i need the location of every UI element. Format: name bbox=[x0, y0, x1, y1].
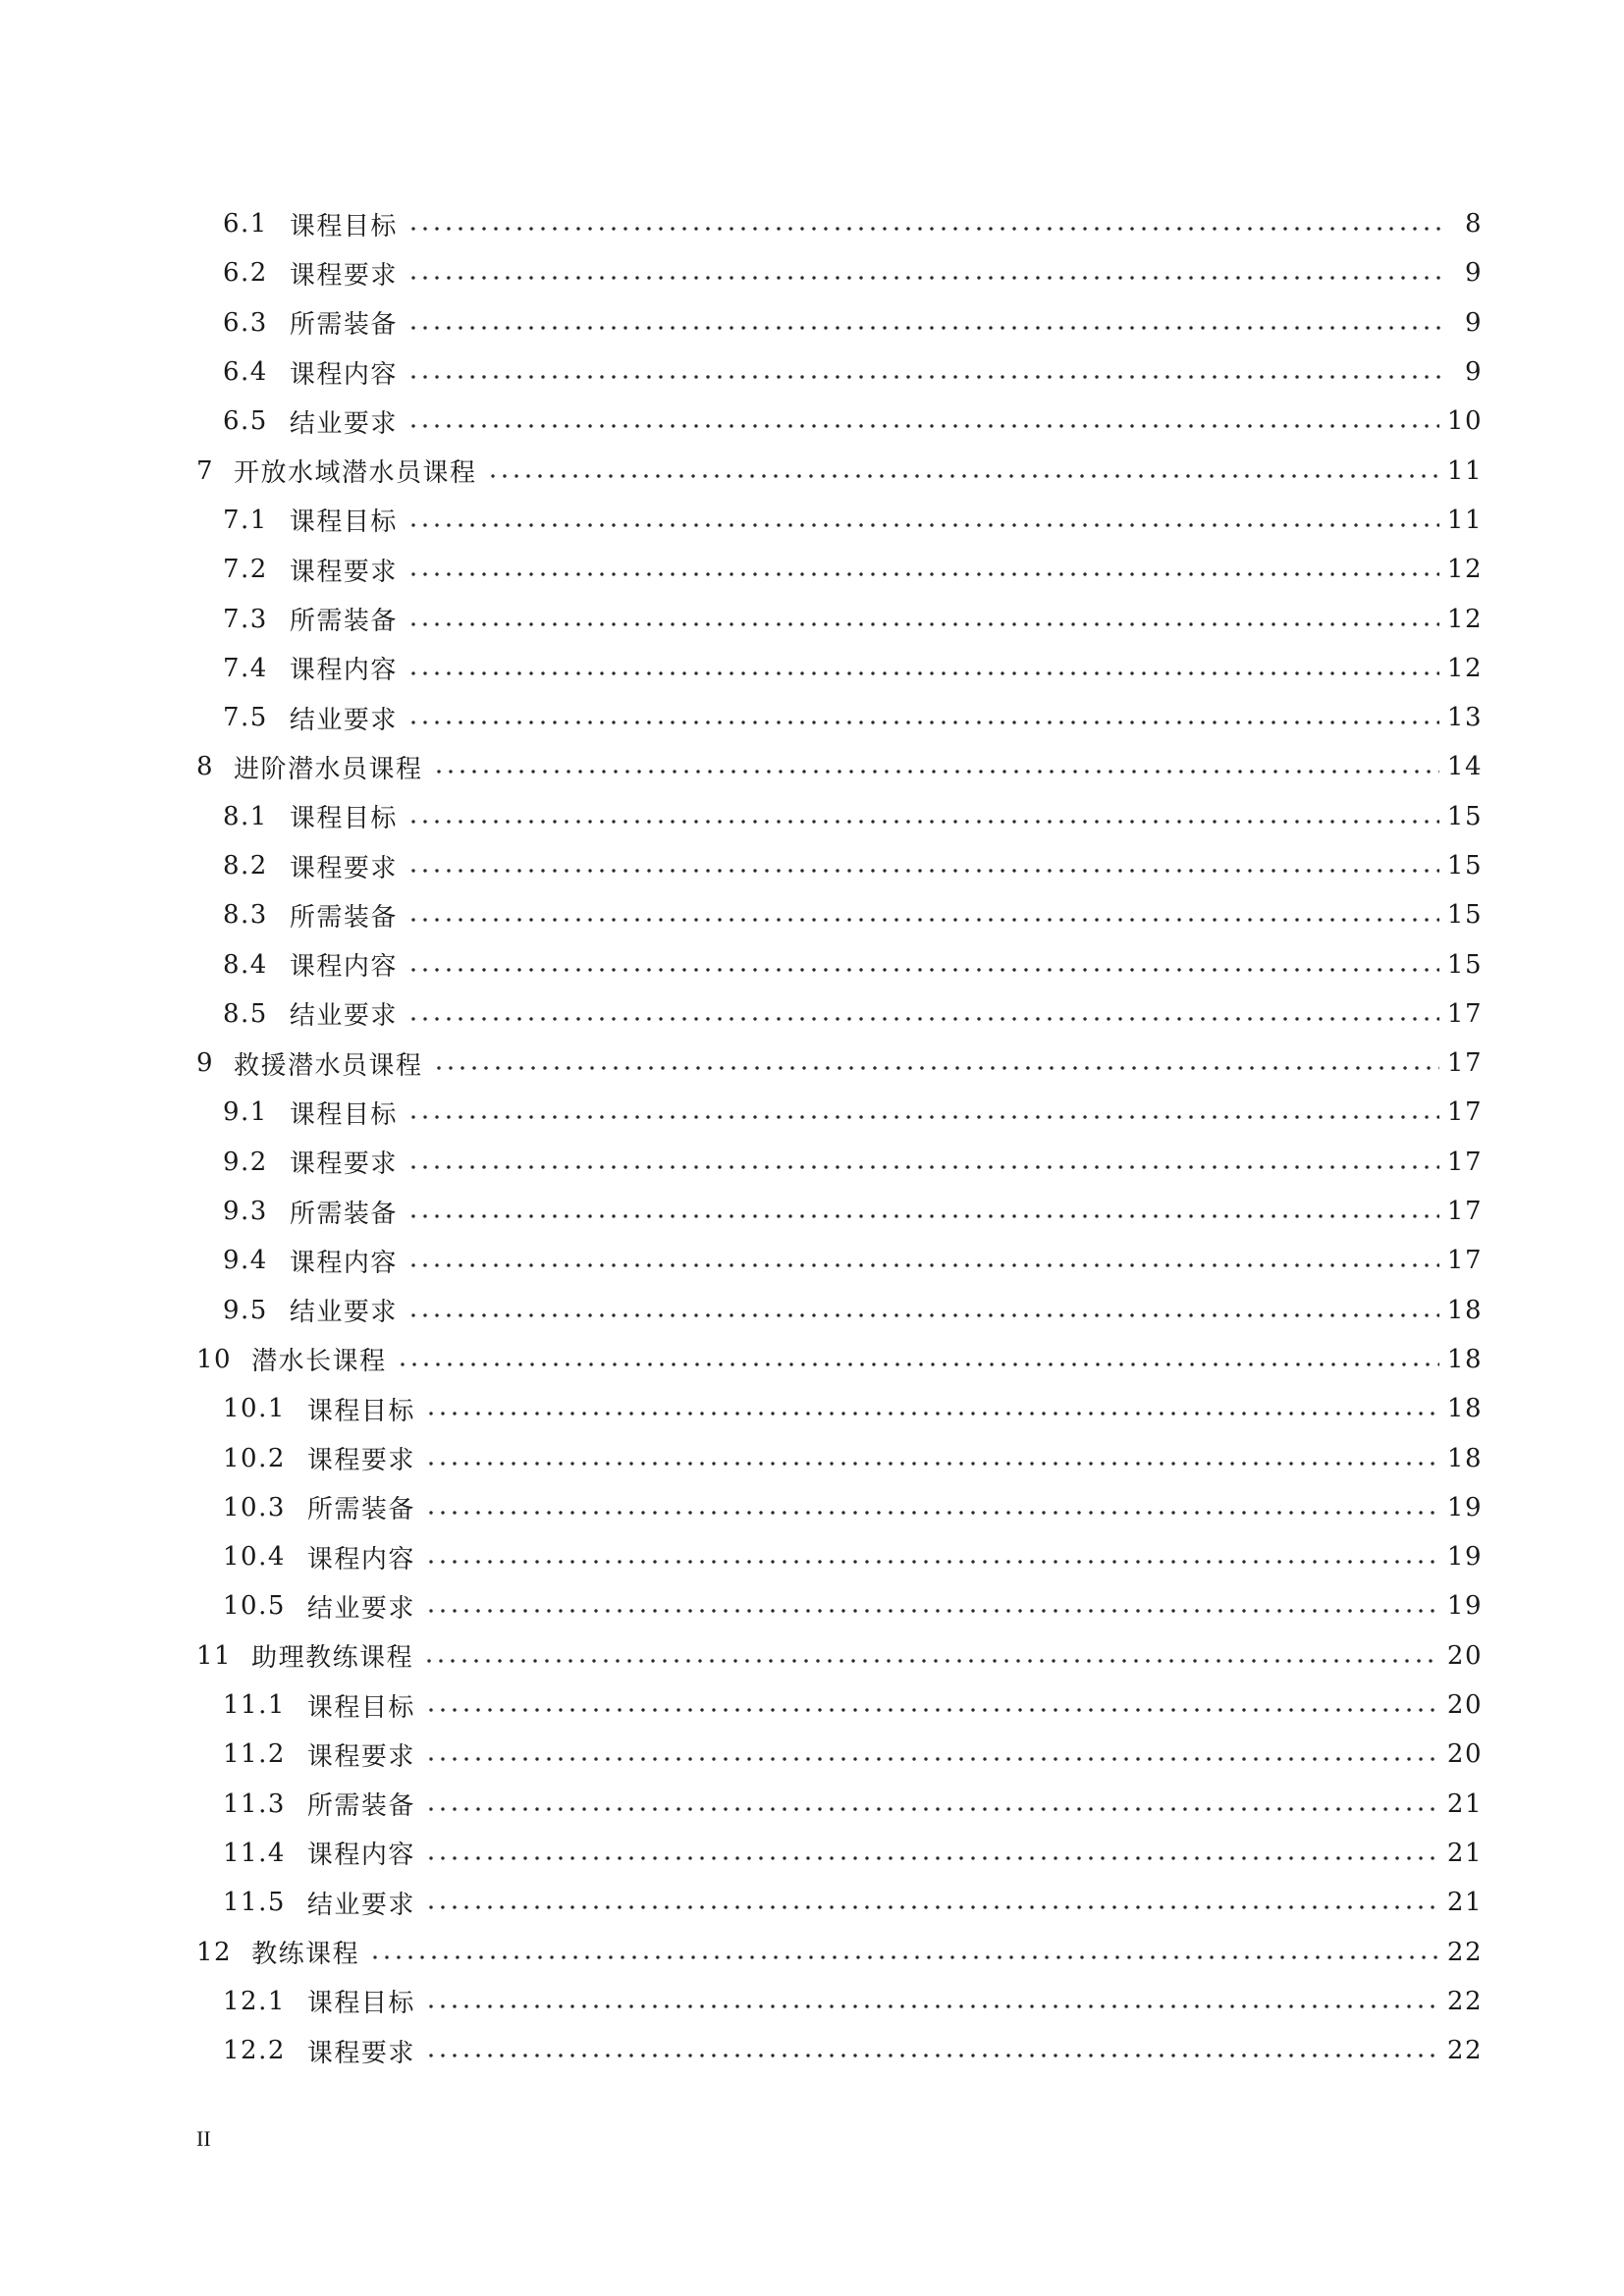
toc-entry-title: 课程内容 bbox=[289, 952, 398, 983]
toc-entry-page-number: 13 bbox=[1446, 703, 1483, 733]
toc-entry[interactable] bbox=[196, 545, 1483, 594]
dot-leader bbox=[407, 522, 1439, 528]
toc-entry-title: 课程要求 bbox=[289, 1149, 398, 1180]
toc-entry[interactable] bbox=[196, 594, 1483, 643]
toc-entry-title: 潜水长课程 bbox=[251, 1347, 387, 1377]
toc-entry-page-number: 22 bbox=[1446, 2036, 1483, 2066]
toc-entry-number: 6.5 bbox=[223, 406, 268, 437]
toc-entry-page-number: 11 bbox=[1446, 455, 1483, 486]
toc-entry-number: 9.3 bbox=[223, 1197, 268, 1227]
toc-entry-title: 课程要求 bbox=[306, 1446, 415, 1476]
toc-entry-page-number: 19 bbox=[1446, 1542, 1483, 1573]
toc-entry-page-number: 22 bbox=[1446, 1986, 1483, 2016]
dot-leader bbox=[425, 1411, 1439, 1416]
toc-entry-title: 结业要求 bbox=[289, 1001, 398, 1032]
dot-leader bbox=[407, 670, 1439, 676]
dot-leader bbox=[425, 1510, 1439, 1516]
toc-entry-number: 7.1 bbox=[223, 505, 268, 535]
toc-entry-page-number: 21 bbox=[1446, 1838, 1483, 1868]
toc-entry-title: 课程目标 bbox=[289, 211, 398, 241]
dot-leader bbox=[425, 1806, 1439, 1812]
toc-entry-title: 所需装备 bbox=[289, 902, 398, 933]
dot-leader bbox=[407, 423, 1439, 429]
toc-entry-title: 课程内容 bbox=[289, 1248, 398, 1278]
toc-entry-page-number: 10 bbox=[1446, 406, 1483, 437]
table-of-contents bbox=[196, 199, 1483, 2075]
toc-entry[interactable] bbox=[196, 1236, 1483, 1285]
dot-leader bbox=[425, 1461, 1439, 1467]
toc-entry-title: 课程要求 bbox=[306, 1741, 415, 1772]
toc-entry-page-number: 9 bbox=[1464, 357, 1483, 388]
dot-leader bbox=[425, 1608, 1439, 1614]
toc-entry-number: 12 bbox=[196, 1937, 233, 1967]
toc-entry-title: 结业要求 bbox=[289, 705, 398, 735]
toc-entry-number: 11.5 bbox=[223, 1888, 286, 1918]
dot-leader bbox=[407, 917, 1439, 923]
toc-entry-number: 7 bbox=[196, 455, 215, 486]
dot-leader bbox=[433, 1065, 1439, 1071]
toc-entry-title: 课程目标 bbox=[289, 804, 398, 834]
toc-entry-title: 课程目标 bbox=[289, 507, 398, 538]
toc-entry-page-number: 12 bbox=[1446, 653, 1483, 683]
toc-entry-title: 开放水域潜水员课程 bbox=[234, 458, 477, 489]
toc-entry[interactable] bbox=[196, 1039, 1483, 1088]
toc-entry[interactable] bbox=[196, 1384, 1483, 1433]
toc-entry[interactable] bbox=[196, 1977, 1483, 2026]
page-number-footer: II bbox=[196, 2126, 211, 2151]
toc-entry-number: 9.5 bbox=[223, 1295, 268, 1325]
toc-entry-page-number: 19 bbox=[1446, 1492, 1483, 1522]
toc-entry-page-number: 15 bbox=[1446, 949, 1483, 980]
toc-entry-number: 11.2 bbox=[223, 1739, 286, 1770]
dot-leader bbox=[407, 571, 1439, 577]
dot-leader bbox=[425, 2053, 1439, 2058]
dot-leader bbox=[433, 769, 1439, 774]
toc-entry-number: 11.4 bbox=[223, 1838, 286, 1868]
toc-entry-title: 结业要求 bbox=[289, 1298, 398, 1328]
toc-entry-page-number: 21 bbox=[1446, 1789, 1483, 1819]
toc-entry-number: 7.5 bbox=[223, 703, 268, 733]
toc-entry[interactable] bbox=[196, 397, 1483, 446]
toc-entry[interactable] bbox=[196, 199, 1483, 248]
toc-entry-title: 进阶潜水员课程 bbox=[234, 754, 423, 784]
toc-entry-title: 结业要求 bbox=[306, 1593, 415, 1624]
toc-entry-title: 所需装备 bbox=[306, 1495, 415, 1525]
toc-entry-page-number: 21 bbox=[1446, 1888, 1483, 1918]
toc-entry[interactable] bbox=[196, 1483, 1483, 1532]
toc-entry-title: 课程要求 bbox=[289, 557, 398, 587]
toc-entry[interactable] bbox=[196, 644, 1483, 693]
toc-entry[interactable] bbox=[196, 1631, 1483, 1681]
dot-leader bbox=[407, 1213, 1439, 1219]
toc-entry-page-number: 15 bbox=[1446, 801, 1483, 831]
toc-entry-number: 9.2 bbox=[223, 1147, 268, 1177]
dot-leader bbox=[407, 621, 1439, 627]
toc-entry[interactable] bbox=[196, 1335, 1483, 1384]
toc-entry-title: 所需装备 bbox=[289, 1199, 398, 1229]
toc-entry-page-number: 20 bbox=[1446, 1690, 1483, 1721]
toc-entry[interactable] bbox=[196, 1581, 1483, 1630]
toc-entry[interactable] bbox=[196, 1286, 1483, 1335]
toc-entry-number: 10.4 bbox=[223, 1542, 286, 1573]
toc-entry-number: 7.4 bbox=[223, 653, 268, 683]
toc-entry-number: 9.1 bbox=[223, 1097, 268, 1128]
toc-entry-number: 10.3 bbox=[223, 1492, 286, 1522]
toc-entry-number: 8 bbox=[196, 752, 215, 782]
dot-leader bbox=[425, 2003, 1439, 2009]
toc-entry-page-number: 17 bbox=[1446, 1246, 1483, 1276]
toc-entry[interactable] bbox=[196, 1927, 1483, 1976]
dot-leader bbox=[425, 1855, 1439, 1861]
toc-entry-number: 11 bbox=[196, 1640, 233, 1671]
toc-entry-title: 结业要求 bbox=[306, 1890, 415, 1920]
dot-leader bbox=[397, 1362, 1439, 1367]
toc-entry[interactable] bbox=[196, 841, 1483, 890]
toc-entry[interactable] bbox=[196, 989, 1483, 1039]
toc-entry-page-number: 18 bbox=[1446, 1344, 1483, 1374]
dot-leader bbox=[425, 1756, 1439, 1762]
toc-entry-number: 6.1 bbox=[223, 209, 268, 240]
toc-entry-title: 所需装备 bbox=[306, 1791, 415, 1822]
dot-leader bbox=[407, 819, 1439, 825]
toc-entry-number: 12.2 bbox=[223, 2036, 286, 2066]
dot-leader bbox=[369, 1954, 1439, 1960]
toc-entry[interactable] bbox=[196, 248, 1483, 297]
dot-leader bbox=[407, 1164, 1439, 1170]
toc-entry-page-number: 14 bbox=[1446, 752, 1483, 782]
toc-entry-page-number: 9 bbox=[1464, 307, 1483, 338]
toc-entry[interactable] bbox=[196, 939, 1483, 988]
toc-entry-number: 10.5 bbox=[223, 1591, 286, 1622]
dot-leader bbox=[407, 1262, 1439, 1268]
toc-entry-title: 课程目标 bbox=[306, 1396, 415, 1426]
toc-entry-number: 8.1 bbox=[223, 801, 268, 831]
toc-entry-page-number: 9 bbox=[1464, 258, 1483, 289]
toc-entry[interactable] bbox=[196, 792, 1483, 841]
toc-entry-title: 课程内容 bbox=[289, 359, 398, 390]
toc-entry-title: 课程要求 bbox=[306, 2038, 415, 2068]
toc-entry-page-number: 19 bbox=[1446, 1591, 1483, 1622]
toc-entry[interactable] bbox=[196, 1780, 1483, 1829]
toc-entry-number: 10.2 bbox=[223, 1443, 286, 1473]
toc-entry-number: 12.1 bbox=[223, 1986, 286, 2016]
toc-entry-number: 7.2 bbox=[223, 555, 268, 585]
toc-entry-title: 课程内容 bbox=[306, 1841, 415, 1871]
toc-entry-page-number: 20 bbox=[1446, 1739, 1483, 1770]
toc-entry[interactable] bbox=[196, 1829, 1483, 1878]
toc-entry-page-number: 18 bbox=[1446, 1295, 1483, 1325]
toc-entry[interactable] bbox=[196, 2026, 1483, 2075]
toc-entry[interactable] bbox=[196, 693, 1483, 742]
toc-entry[interactable] bbox=[196, 890, 1483, 939]
toc-entry-title: 所需装备 bbox=[289, 310, 398, 341]
toc-entry-number: 11.3 bbox=[223, 1789, 286, 1819]
toc-entry-title: 助理教练课程 bbox=[251, 1643, 414, 1674]
toc-entry-page-number: 17 bbox=[1446, 1197, 1483, 1227]
toc-entry-number: 11.1 bbox=[223, 1690, 286, 1721]
toc-entry-title: 结业要求 bbox=[289, 408, 398, 439]
toc-entry[interactable] bbox=[196, 496, 1483, 545]
toc-entry-page-number: 17 bbox=[1446, 1147, 1483, 1177]
dot-leader bbox=[425, 1707, 1439, 1713]
dot-leader bbox=[407, 374, 1445, 380]
toc-entry-number: 8.4 bbox=[223, 949, 268, 980]
toc-entry-page-number: 17 bbox=[1446, 1097, 1483, 1128]
toc-entry-title: 课程目标 bbox=[306, 1692, 415, 1723]
toc-entry-title: 课程目标 bbox=[306, 1989, 415, 2019]
toc-entry[interactable] bbox=[196, 1433, 1483, 1482]
toc-entry-title: 课程要求 bbox=[289, 260, 398, 291]
toc-entry[interactable] bbox=[196, 1187, 1483, 1236]
dot-leader bbox=[407, 325, 1445, 331]
toc-entry-title: 课程要求 bbox=[289, 853, 398, 883]
toc-entry-number: 10.1 bbox=[223, 1394, 286, 1424]
toc-entry-number: 8.2 bbox=[223, 851, 268, 881]
toc-entry-page-number: 18 bbox=[1446, 1394, 1483, 1424]
toc-entry-number: 6.3 bbox=[223, 307, 268, 338]
toc-entry[interactable] bbox=[196, 1088, 1483, 1137]
toc-entry-page-number: 17 bbox=[1446, 998, 1483, 1029]
toc-entry-number: 8.3 bbox=[223, 900, 268, 931]
dot-leader bbox=[425, 1904, 1439, 1910]
toc-entry-number: 8.5 bbox=[223, 998, 268, 1029]
toc-entry-title: 教练课程 bbox=[251, 1940, 360, 1970]
toc-entry-page-number: 22 bbox=[1446, 1937, 1483, 1967]
toc-entry[interactable] bbox=[196, 1532, 1483, 1581]
toc-entry[interactable] bbox=[196, 1878, 1483, 1927]
toc-entry-title: 课程内容 bbox=[289, 656, 398, 686]
toc-entry-page-number: 18 bbox=[1446, 1443, 1483, 1473]
toc-entry-title: 课程内容 bbox=[306, 1544, 415, 1575]
dot-leader bbox=[425, 1559, 1439, 1565]
dot-leader bbox=[407, 1312, 1439, 1318]
toc-entry-page-number: 20 bbox=[1446, 1640, 1483, 1671]
toc-entry-number: 7.3 bbox=[223, 604, 268, 634]
toc-entry[interactable] bbox=[196, 1138, 1483, 1187]
dot-leader bbox=[407, 1114, 1439, 1120]
toc-entry-number: 6.4 bbox=[223, 357, 268, 388]
toc-entry-title: 所需装备 bbox=[289, 607, 398, 637]
dot-leader bbox=[407, 720, 1439, 725]
toc-entry[interactable] bbox=[196, 742, 1483, 791]
dot-leader bbox=[407, 275, 1445, 281]
toc-entry-number: 9 bbox=[196, 1048, 215, 1079]
toc-entry-title: 课程目标 bbox=[289, 1099, 398, 1130]
dot-leader bbox=[407, 226, 1445, 232]
toc-entry[interactable] bbox=[196, 1681, 1483, 1730]
toc-entry-page-number: 11 bbox=[1446, 505, 1483, 535]
toc-entry-page-number: 12 bbox=[1446, 604, 1483, 634]
toc-entry-number: 6.2 bbox=[223, 258, 268, 289]
toc-entry-number: 10 bbox=[196, 1344, 233, 1374]
toc-entry[interactable] bbox=[196, 298, 1483, 347]
dot-leader bbox=[407, 1016, 1439, 1022]
toc-entry-page-number: 15 bbox=[1446, 900, 1483, 931]
toc-entry-page-number: 12 bbox=[1446, 555, 1483, 585]
dot-leader bbox=[407, 868, 1439, 874]
dot-leader bbox=[407, 967, 1439, 973]
toc-entry-page-number: 15 bbox=[1446, 851, 1483, 881]
toc-entry-page-number: 8 bbox=[1464, 209, 1483, 240]
toc-entry[interactable] bbox=[196, 1730, 1483, 1779]
toc-entry[interactable] bbox=[196, 446, 1483, 495]
toc-entry-page-number: 17 bbox=[1446, 1048, 1483, 1079]
toc-entry-number: 9.4 bbox=[223, 1246, 268, 1276]
toc-entry-title: 救援潜水员课程 bbox=[234, 1050, 423, 1081]
toc-entry[interactable] bbox=[196, 347, 1483, 397]
dot-leader bbox=[423, 1658, 1439, 1664]
dot-leader bbox=[487, 473, 1439, 479]
